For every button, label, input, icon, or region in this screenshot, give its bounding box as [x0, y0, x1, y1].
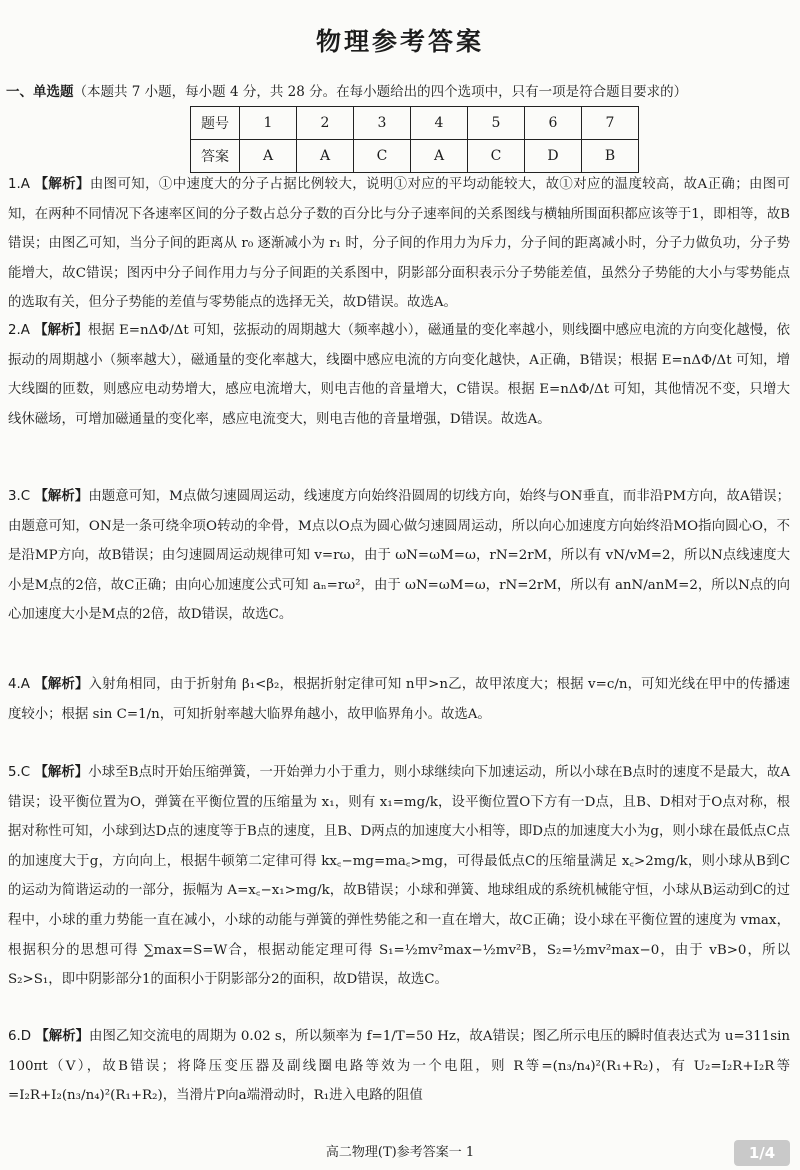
explanation-text: 由题意可知，M点做匀速圆周运动，线速度方向始终沿圆周的切线方向，始终与ON垂直，而非沿PM方向，故A错误；由题意可知，ON是一条可绕伞项O转动的伞骨，M点以O点为圆心做匀速圆周运动，所以向心加速度方向始终沿MO指向圆心O，不是沿MP方向，故B错误；由匀速圆周运动规律可知 v=rω，由于 ωN=ωM=ω，rN=2rM，所以有 vN/vM=2，所以N点线速度大小是M点的2倍，故C正确；由向心加速度公式可知 aₙ=rω²，由于 ωN=ωM=ω，rN=2rM，所以有 anN/anM=2，所以N点的向心加速度大小是M点的2倍，故D错误，故选C。 — [8, 489, 791, 623]
explanation-text: 根据 E=nΔΦ/Δt 可知，弦振动的周期越大（频率越小），磁通量的变化率越小，则线圈中感应电流的方向变化越慢，依振动的周期越小（频率越大），磁通量的变化率越大，线圈中感应电流的方向变化越快，A正确，B错误；根据 E=nΔΦ/Δt 可知，增大线圈的匝数，则感应电动势增大，感应电流增大，则电吉他的音量增大，C错误。根据 E=nΔΦ/Δt 可知，其他情况不变，只增大线休磁场，可增加磁通量的变化率，感应电流变大，则电吉他的音量增强，D错误。故选A。 — [8, 323, 790, 427]
analysis-tag: 【解析】 — [34, 323, 88, 338]
analysis-tag: 【解析】 — [35, 1029, 90, 1044]
page-title: 物理参考答案 — [315, 27, 484, 56]
question-number-cell: 3 — [354, 107, 411, 140]
question-explanation-2 — [8, 316, 790, 434]
explanation-text: 由图乙知交流电的周期为 0.02 s，所以频率为 f=1/T=50 Hz，故A错误；图乙所示电压的瞬时值表达式为 u=311sin 100πt（V），故B错误；将降压变压器及副线圈电路等效为一个电阻，则 R等=(n₃/n₄)²(R₁+R₂)，有 U₂=I₂R+I₂R等=I₂R+I₂(n₃/n₄)²(R₁+R₂)，当滑片P向a端滑动时，R₁进入电路的阻值 — [8, 1029, 790, 1104]
answer-cell: D — [525, 140, 582, 173]
analysis-tag: 【解析】 — [34, 677, 89, 692]
question-number: 3.C — [8, 489, 31, 504]
question-number-cell: 4 — [411, 107, 468, 140]
question-explanation-1 — [8, 170, 790, 318]
answer-table-row-answers — [191, 140, 639, 173]
answer-cell: C — [354, 140, 411, 173]
answer-table — [190, 106, 639, 173]
answer-cell: C — [468, 140, 525, 173]
row-label-answers: 答案 — [191, 140, 240, 173]
question-explanation-6 — [8, 1022, 790, 1111]
question-explanation-5 — [8, 758, 790, 995]
page-footer: 高二物理(T)参考答案一 1 — [325, 1145, 475, 1160]
explanation-text: 小球至B点时开始压缩弹簧，一开始弹力小于重力，则小球继续向下加速运动，所以小球在B点时的速度不是最大，故A错误；设平衡位置为O，弹簧在平衡位置的压缩量为 x₁，则有 x₁=mg/k，设平衡位置O下方有一D点，且B、D相对于O点对称，根据对称性可知，小球到达D点的速度等于B点的速度，且B、D两点的加速度大小相等，即D点的加速度大小为g，则小球在最低点C点的加速度大于g，方向向上，根据牛顿第二定律可得 kx꜀−mg=ma꜀>mg，可得最低点C的压缩量满足 x꜀>2mg/k，则小球从B到C的运动为简谐运动的一部分，振幅为 A=x꜀−x₁>mg/k，故B错误；小球和弹簧、地球组成的系统机械能守恒，小球从B运动到C的过程中，小球的重力势能一直在减小，小球的动能与弹簧的弹性势能之和一直在增大，故C正确；设小球在平衡位置的速度为 vmax，根据积分的思想可得 ∑max=S=W合，根据动能定理可得 S₁=½mv²max−½mv²B，S₂=½mv²max−0，由于 vB>0，所以 S₂>S₁，即中阴影部分1的面积小于阴影部分2的面积，故D错误，故选C。 — [8, 765, 790, 988]
analysis-tag: 【解析】 — [34, 177, 90, 192]
answer-cell: B — [582, 140, 639, 173]
question-explanation-3 — [8, 482, 790, 630]
answer-table-row-numbers — [191, 107, 639, 140]
section-heading-label: 一、单选题 — [6, 84, 74, 100]
section-heading-note: （本题共 7 小题，每小题 4 分，共 28 分。在每小题给出的四个选项中，只有一项是符合题目要求的） — [73, 84, 688, 100]
question-number-cell: 6 — [525, 107, 582, 140]
analysis-tag: 【解析】 — [34, 489, 89, 504]
page-indicator: 1/4 — [734, 1140, 790, 1166]
question-number: 2.A — [8, 323, 30, 338]
explanation-text: 入射角相同，由于折射角 β₁<β₂，根据折射定律可知 n甲>n乙，故甲浓度大；根据 v=c/n，可知光线在甲中的传播速度较小；根据 sin C=1/n，可知折射率越大临界角越小，故甲临界角小。故选A。 — [8, 677, 791, 722]
answer-cell: A — [240, 140, 297, 173]
question-number-cell: 2 — [297, 107, 354, 140]
question-number: 6.D — [8, 1029, 32, 1044]
question-explanation-4 — [8, 670, 790, 729]
question-number-cell: 1 — [240, 107, 297, 140]
answer-cell: A — [411, 140, 468, 173]
question-number-cell: 7 — [582, 107, 639, 140]
row-label-numbers: 题号 — [191, 107, 240, 140]
question-number: 5.C — [8, 765, 31, 780]
analysis-tag: 【解析】 — [34, 765, 89, 780]
question-number: 4.A — [8, 677, 30, 692]
answer-cell: A — [297, 140, 354, 173]
explanation-text: 由图可知，①中速度大的分子占据比例较大，说明①对应的平均动能较大，故①对应的温度较高，故A正确；由图可知，在两种不同情况下各速率区间的分子数占总分子数的百分比与分子速率间的关系图线与横轴所围面积都应该等于1，即相等，故B错误；由图乙可知，当分子间的距离从 r₀ 逐渐减小为 r₁ 时，分子间的作用力为斥力，分子间的距离减小时，分子力做负功，分子势能增大，故C错误；图丙中分子间作用力与分子间距的关系图中，阴影部分面积表示分子势能差值，虽然分子势能的大小与零势能点的选取有关，但分子势能的差值与零势能点的选择无关，故D错误。故选A。 — [8, 177, 791, 311]
question-number: 1.A — [8, 177, 30, 192]
section-heading — [6, 80, 796, 100]
question-number-cell: 5 — [468, 107, 525, 140]
